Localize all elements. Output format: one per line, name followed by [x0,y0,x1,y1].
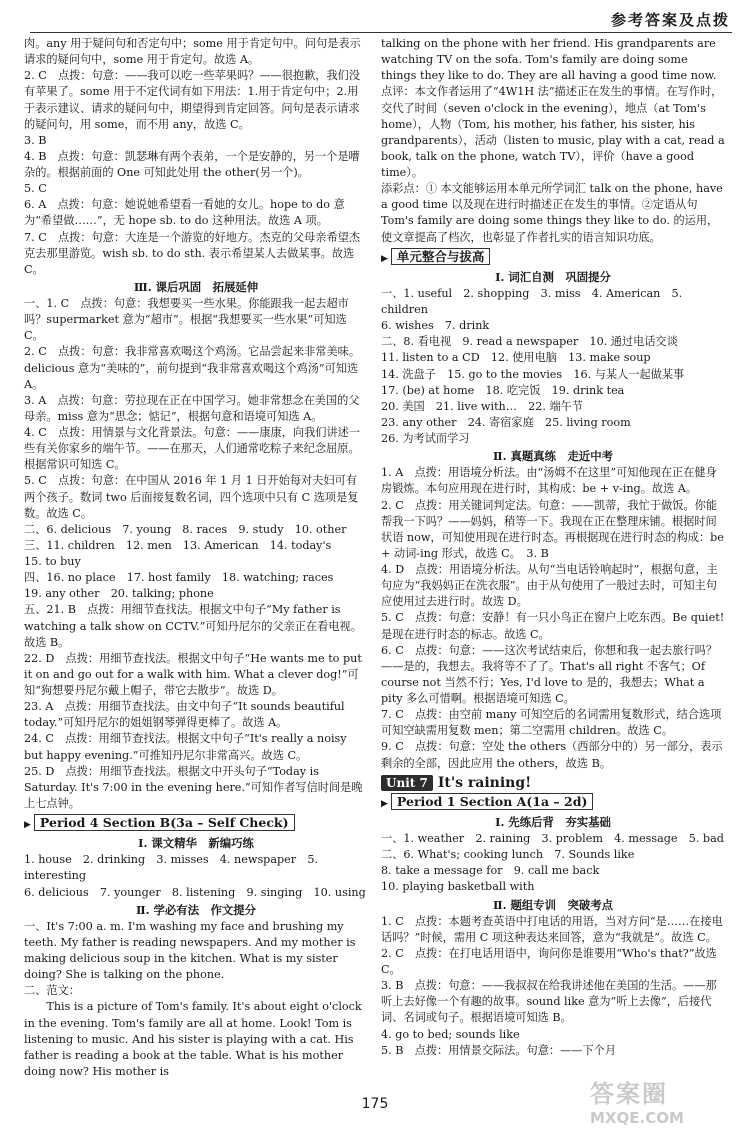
answer-paragraph: 10. playing basketball with [381,880,535,894]
answer-paragraph: 二、6. delicious 7. young 8. races 9. study 10. other [24,522,347,536]
answer-paragraph: 7. C 点拨：由空前 many 可知空后的名词需用复数形式，结合选项可知空缺需用复数 men；第二空需用 children。故选 C。 [381,708,722,738]
answer-paragraph: 三、11. children 12. men 13. American 14. today's [24,538,332,552]
answer-paragraph: 点评：本文作者运用了“4W1H 法”描述正在发生的事情。在写作时，交代了时间（seven o'clock in the evening），地点（at Tom's home），人物（Tom, his mother, his father, his sister, his grandparents），活动（listen to music, play with a cat, read a book, talk on the phone, watch TV），评价（have a good time）。 [381,85,725,179]
answer-paragraph: 3. A 点拨：句意：劳拉现在正在中国学习。她非常想念在美国的父母亲。miss 意为“思念；惦记”，根据句意和语境可知选 A。 [24,393,360,423]
answer-paragraph: 四、16. no place 17. host family 18. watching; races [24,571,334,585]
answer-paragraph: 23. any other 24. 寄宿家庭 25. living room [381,415,631,429]
page-number: 175 [361,1096,389,1112]
answer-paragraph: talking on the phone with her friend. His grandparents are watching TV on the sofa. Tom's family are doing some things they like to do. They are all having a good time now. [381,37,717,83]
answer-paragraph: 11. listen to a CD 12. 使用电脑 13. make soup [381,351,651,365]
answer-paragraph: 2. C 点拨：句意：——我可以吃一些苹果吗？——很抱歉，我们没有苹果了。some 用于不定代词有如下用法：1.用于肯定句中；2.用于表示建议、请求的疑问句中，期望得到肯定回答。问句是表示请求的疑问句，用 some，而不用 any，故选 C。 [24,69,361,131]
answer-paragraph: 15. to buy [24,555,81,568]
section-heading: Ⅰ. 课文精华 新编巧练 [138,836,254,851]
answer-paragraph: 7. C 点拨：句意：大连是一个游览的好地方。杰克的父母亲希望杰克去那里游览。wish sb. to do sth. 表示希望某人去做某事。故选 C。 [24,230,361,276]
answer-paragraph: 二、8. 看电视 9. read a newspaper 10. 通过电话交谈 [381,335,678,349]
header-rule [30,32,732,33]
answer-paragraph: 25. D 点拨：用细节查找法。根据文中开头句子“Today is Saturday. It's 7:00 in the evening here.”可知作者写信时间是晚上七点钟。 [24,764,363,810]
answer-paragraph: 4. C 点拨：用情景与文化背景法。句意：——康康，向我们讲述一些有关你家乡的端午节。——在那天，人们通常吃粽子来纪念屈原。根据常识可知选 C。 [24,426,361,472]
unit-heading [381,775,725,791]
page-header-title: 参考答案及点拨 [610,11,730,29]
answer-paragraph: 23. A 点拨：用细节查找法。由文中句子“It sounds beautiful today.”可知丹尼尔的姐姐钢琴弹得更棒了。故选 A。 [24,700,345,730]
triangle-icon: ▶ [381,253,388,264]
watermark-logo [590,1074,740,1126]
period-heading [381,794,725,812]
answer-paragraph: 5. C [24,182,47,196]
answer-paragraph: 24. C 点拨：用细节查找法。根据文中句子“It's really a noisy but happy evening.”可推知丹尼尔非常高兴。故选 C。 [24,732,347,762]
answer-paragraph: 二、范文： [24,984,80,998]
answer-paragraph: 20. 美国 21. live with… 22. 端午节 [381,399,584,413]
period-heading [24,815,368,833]
triangle-icon: ▶ [24,820,31,830]
answer-paragraph: 1. house 2. drinking 3. misses 4. newspaper 5. interesting [24,853,319,883]
answer-paragraph: 5. C 点拨：句意：安静！有一只小鸟正在窗户上吃东西。Be quiet! 是现在进行时态的标志。故选 C。 [381,611,725,641]
answer-paragraph: 一、It's 7:00 a. m. I'm washing my face and brushing my teeth. My father is reading newspapers. And my mother is making delicious soup in the kitchen. What is my sister doing? She is talking on the phone. [24,919,356,982]
section-heading: Ⅲ. 课后巩固 拓展延伸 [133,279,259,294]
answer-paragraph: 二、6. What's; cooking lunch 7. Sounds like [381,848,635,862]
answer-paragraph: 22. D 点拨：用细节查找法。根据文中句子“He wants me to put it on and go out for a walk with him. What a clever dog!”可知“狗想要丹尼尔戴上帽子，带它去散步”。故选 D。 [24,651,362,697]
answer-paragraph: 一、1. useful 2. shopping 3. miss 4. American 5. children [381,286,683,316]
answer-paragraph: 6. C 点拨：句意：——这次考试结束后，你想和我一起去旅行吗？——是的，我想去。我将等不了了。That's all right 不客气；Of course not 当然不行；Yes, I'd love to 是的，我想去；What a pity 多么可惜啊。根据语境可知选 C。 [381,643,718,705]
answer-paragraph: 一、1. C 点拨：句意：我想要买一些水果。你能跟我一起去超市吗？supermarket 意为“超市”。根据“我想要买一些水果”可知选 C。 [24,297,349,343]
period-title: Period 4 Section B(3a – Self Check) [34,814,295,831]
answer-paragraph: 5. B 点拨：用情景交际法。句意：——下个月 [381,1043,617,1057]
answer-paragraph: 3. B [24,133,47,147]
period-title: 单元整合与拔高 [391,248,491,265]
period-heading [381,249,725,267]
answer-paragraph: 6. delicious 7. younger 8. listening 9. singing 10. using [24,885,366,899]
section-heading: Ⅱ. 真题真练 走近中考 [492,449,614,464]
left-column [24,36,368,1080]
answer-paragraph: 1. C 点拨：本题考查英语中打电话的用语，当对方问“是……在接电话吗？”时候，需用 C 项这种表达来回答，意为“我就是”。故选 C。 [381,914,723,944]
answer-paragraph: 9. C 点拨：句意：空处 the others（西部分中的）另一部分，表示剩余的全部，因此应用 the others，故选 B。 [381,740,723,770]
answer-paragraph: 6. wishes 7. drink [381,319,490,333]
unit-title: It's raining! [437,774,532,791]
answer-paragraph: 4. B 点拨：句意：凯瑟琳有两个表弟，一个是安静的，另一个是嘈杂的。根据前面的 One 可知此处用 the other(另一个)。 [24,149,360,179]
answer-paragraph: 4. go to bed; sounds like [381,1027,520,1041]
answer-paragraph: 26. 为考试而学习 [381,432,470,445]
section-heading: Ⅱ. 学必有法 作文提分 [135,902,257,917]
section-heading: Ⅱ. 题组专训 突破考点 [492,897,614,912]
section-heading: Ⅰ. 词汇自测 巩固提分 [495,269,611,284]
answer-paragraph: 2. C 点拨：用关键词判定法。句意：——凯蒂，我忙于做饭。你能帮我一下吗？——妈妈，稍等一下。我现在正在整理床铺。根据时间状语 now，可知使用现在进行时态。再根据现在进行时态的构成：be + 动词-ing 形式，故选 C。 3. B [381,498,724,560]
answer-paragraph: 6. A 点拨：句意：她说她希望看一看她的女儿。hope to do 意为“希望做……”，无 hope sb. to do 这种用法。故选 A 项。 [24,198,345,228]
answer-paragraph: 肉。any 用于疑问句和否定句中；some 用于肯定句中。问句是表示请求的疑问句中，some 用于肯定句。故选 A。 [24,37,361,67]
triangle-icon: ▶ [381,798,388,809]
answer-paragraph: 19. any other 20. talking; phone [24,587,214,601]
right-column [381,36,725,1059]
answer-paragraph: 1. A 点拨：用语境分析法。由“汤姆不在这里”可知他现在正在健身房锻炼。本句应用现在进行时，其构成：be + v-ing。故选 A。 [381,466,717,496]
answer-paragraph: 2. C 点拨：在打电话用语中，询问你是谁要用“Who's that?”故选 C。 [381,946,717,976]
watermark-line1: 答案圈 [590,1080,668,1108]
section-heading: Ⅰ. 先练后背 夯实基础 [495,814,611,829]
watermark-line2: MXQE.COM [590,1109,684,1127]
answer-paragraph: 五、21. B 点拨：用细节查找法。根据文中句子“My father is watching a talk show on CCTV.”可知丹尼尔的父亲正在看电视。故选 B。 [24,603,362,649]
answer-paragraph: 2. C 点拨：句意：我非常喜欢喝这个鸡汤。它品尝起来非常美味。delicious 意为“美味的”，前句提到“我非常喜欢喝这个鸡汤”可知选 A。 [24,345,361,391]
answer-paragraph: 添彩点：① 本文能够运用本单元所学词汇 talk on the phone, have a good time 以及现在进行时描述正在发生的事情。②定语从句 Tom's family are doing some things they like to do. 的运用，使文章提高了档次，也彰显了作者扎实的语言知识功底。 [381,182,723,244]
period-title: Period 1 Section A(1a – 2d) [391,793,593,810]
answer-paragraph: 17. (be) at home 18. 吃完饭 19. drink tea [381,383,625,397]
answer-paragraph: 14. 洗盘子 15. go to the movies 16. 与某人一起做某事 [381,367,685,381]
answer-paragraph: 3. B 点拨：句意：——我叔叔在给我讲述他在美国的生活。——那听上去好像一个有趣的故事。sound like 意为“听上去像”，后接代词、名词或句子。根据语境可知选 B。 [381,979,717,1025]
answer-paragraph: 一、1. weather 2. raining 3. problem 4. message 5. bad [381,832,724,845]
answer-paragraph: 8. take a message for 9. call me back [381,864,600,878]
answer-paragraph: This is a picture of Tom's family. It's about eight o'clock in the evening. Tom's family are all at home. Look! Tom is listening to music. And his sister is playing with a cat. His father is reading a book at the table. What is his mother doing now? His mother is [24,1000,362,1078]
unit-badge: Unit 7 [381,775,433,791]
answer-paragraph: 4. D 点拨：用语境分析法。从句“当电话铃响起时”，根据句意，主句应为“我妈妈正在洗衣服”。由于从句使用了一般过去时，可知主句应使用过去进行时。故选 D。 [381,563,718,609]
answer-paragraph: 5. C 点拨：句意：在中国从 2016 年 1 月 1 日开始每对夫妇可有两个孩子。数词 two 后面接复数名词，四个选项中只有 C 选项是复数。故选 C。 [24,474,359,520]
